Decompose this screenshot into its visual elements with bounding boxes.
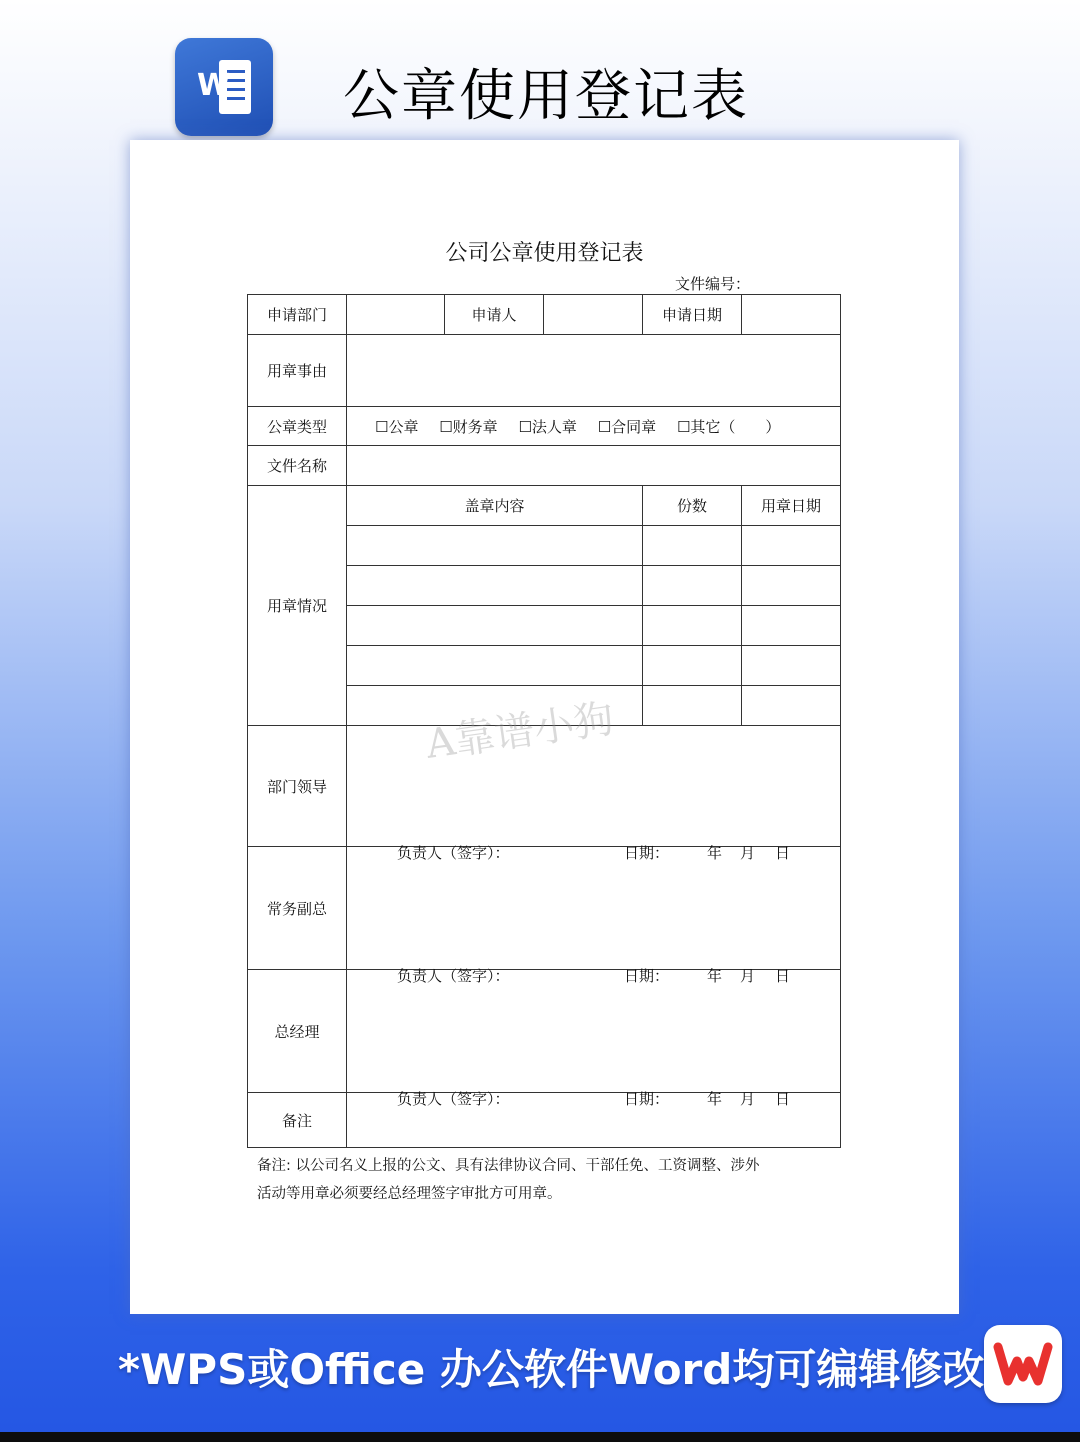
seal-type-label: 公章类型 <box>248 407 347 446</box>
usage-cell[interactable] <box>347 526 643 566</box>
month-label: 月 <box>740 1090 756 1108</box>
seal-type-contract[interactable]: ☐合同章 <box>597 417 657 436</box>
seal-type-other[interactable]: ☐其它（ ） <box>676 417 781 436</box>
usage-label: 用章情况 <box>248 486 347 726</box>
document-title: 公司公章使用登记表 <box>445 241 644 266</box>
usage-cell[interactable] <box>643 686 742 726</box>
bottom-bar <box>0 1432 1080 1442</box>
seal-type-legal[interactable]: ☐法人章 <box>518 417 577 436</box>
filename-field[interactable] <box>347 446 841 486</box>
footnote-line-1: 备注: 以公司名义上报的公文、具有法律协议合同、干部任免、工资调整、涉外 <box>257 1158 760 1174</box>
usage-header-copies: 份数 <box>643 486 742 526</box>
year-label: 年 <box>707 1090 723 1108</box>
document-page <box>130 140 959 1314</box>
word-letter: W <box>197 68 231 103</box>
usage-cell[interactable] <box>643 566 742 606</box>
wps-icon <box>984 1325 1062 1403</box>
watermark: A靠谱小狗 <box>423 696 617 768</box>
usage-cell[interactable] <box>643 646 742 686</box>
year-label: 年 <box>707 844 723 862</box>
word-app-icon <box>175 38 273 136</box>
responsible-sign-label: 负责人（签字）： <box>397 1090 510 1108</box>
month-label: 月 <box>740 844 756 862</box>
remarks-label: 备注 <box>248 1093 347 1148</box>
dept-leader-label: 部门领导 <box>248 726 347 847</box>
day-label: 日 <box>775 967 791 985</box>
applicant-label: 申请人 <box>445 295 544 335</box>
usage-cell[interactable] <box>347 646 643 686</box>
apply-date-label: 申请日期 <box>643 295 742 335</box>
footnote-line-2: 活动等用章必须要经总经理签字审批方可用章。 <box>257 1186 562 1202</box>
usage-header-content: 盖章内容 <box>347 486 643 526</box>
dept-label: 申请部门 <box>248 295 347 335</box>
day-label: 日 <box>775 844 791 862</box>
date-label: 日期： <box>624 1090 670 1108</box>
usage-cell[interactable] <box>742 686 841 726</box>
usage-cell[interactable] <box>742 606 841 646</box>
vp-label: 常务副总 <box>248 847 347 970</box>
wps-logo-icon <box>984 1325 1062 1403</box>
applicant-field[interactable] <box>544 295 643 335</box>
reason-label: 用章事由 <box>248 335 347 407</box>
responsible-sign-label: 负责人（签字）： <box>397 967 510 985</box>
date-label: 日期： <box>624 967 670 985</box>
usage-cell[interactable] <box>742 526 841 566</box>
footnote <box>257 1152 857 1208</box>
apply-date-field[interactable] <box>742 295 841 335</box>
seal-type-options[interactable] <box>347 407 841 446</box>
day-label: 日 <box>775 1090 791 1108</box>
reason-field[interactable] <box>347 335 841 407</box>
responsible-sign-label: 负责人（签字）： <box>397 844 510 862</box>
month-label: 月 <box>740 967 756 985</box>
usage-cell[interactable] <box>347 566 643 606</box>
banner-title: 公章使用登记表 <box>343 64 749 129</box>
usage-header-date: 用章日期 <box>742 486 841 526</box>
usage-cell[interactable] <box>742 646 841 686</box>
filename-label: 文件名称 <box>248 446 347 486</box>
footer-caption: *WPS或Office 办公软件Word均可编辑修改 <box>118 1345 985 1394</box>
seal-type-finance[interactable]: ☐财务章 <box>439 417 498 436</box>
usage-cell[interactable] <box>643 526 742 566</box>
usage-cell[interactable] <box>742 566 841 606</box>
seal-type-company[interactable]: ☐公章 <box>375 417 419 436</box>
usage-cell[interactable] <box>347 606 643 646</box>
gm-label: 总经理 <box>248 970 347 1093</box>
vp-sign-cell[interactable] <box>347 847 841 985</box>
gm-sign-cell[interactable] <box>347 970 841 1108</box>
date-label: 日期： <box>624 844 670 862</box>
year-label: 年 <box>707 967 723 985</box>
dept-field[interactable] <box>347 295 445 335</box>
file-number-label: 文件编号： <box>675 275 751 293</box>
usage-cell[interactable] <box>643 606 742 646</box>
